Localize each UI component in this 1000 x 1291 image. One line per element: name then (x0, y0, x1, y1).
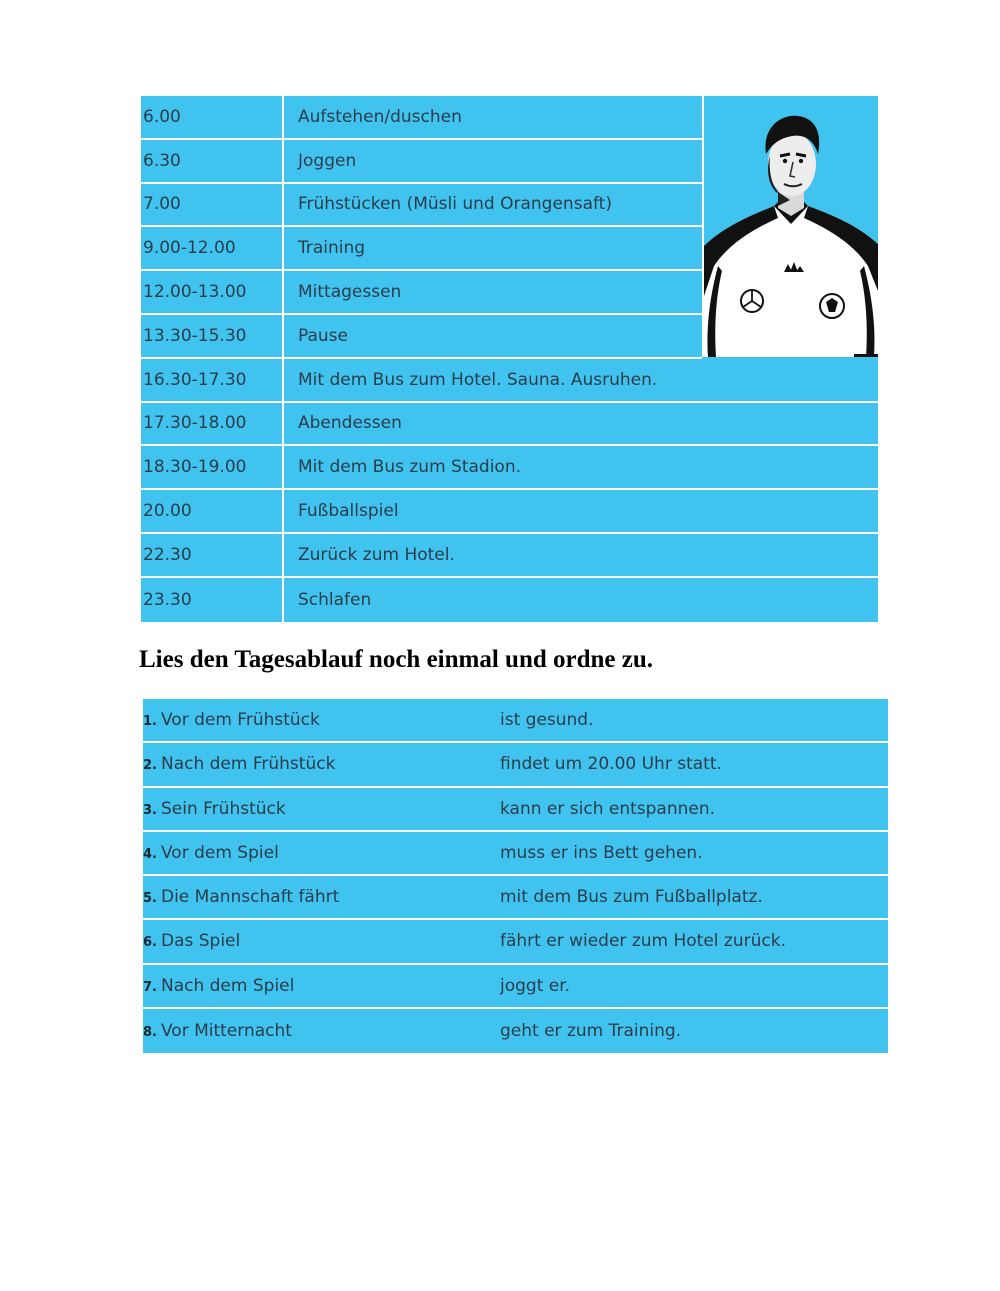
matching-right-text: findet um 20.00 Uhr statt. (500, 754, 722, 775)
matching-right-text: joggt er. (500, 975, 571, 996)
matching-row (143, 920, 888, 964)
matching-table (143, 699, 888, 1053)
matching-left-cell (143, 743, 335, 785)
schedule-row (141, 96, 702, 140)
matching-number: 7. (143, 979, 157, 995)
schedule-time: 12.00-13.00 (141, 271, 284, 313)
schedule-time: 20.00 (141, 490, 284, 532)
schedule-activity: Schlafen (298, 589, 372, 610)
matching-row (143, 699, 888, 743)
matching-right-text: kann er sich entspannen. (500, 798, 716, 819)
matching-left-cell (143, 1009, 292, 1053)
matching-left-cell (143, 788, 286, 830)
schedule-time: 17.30-18.00 (141, 403, 284, 445)
matching-row (143, 788, 888, 832)
matching-number: 1. (143, 714, 157, 730)
player-portrait-image (702, 96, 878, 357)
matching-left-text: Nach dem Spiel (160, 975, 295, 996)
schedule-row (141, 578, 878, 622)
schedule-row (141, 534, 878, 578)
matching-left-cell (143, 832, 279, 874)
exercise-heading: Lies den Tagesablauf noch einmal und ordne zu. (139, 646, 654, 673)
matching-left-cell (143, 876, 339, 918)
matching-left-text: Vor Mitternacht (160, 1020, 292, 1041)
matching-number: 5. (143, 891, 157, 907)
schedule-time: 13.30-15.30 (141, 315, 284, 357)
schedule-time: 22.30 (141, 534, 284, 576)
matching-row (143, 876, 888, 920)
schedule-row (141, 403, 878, 447)
schedule-time: 16.30-17.30 (141, 359, 284, 401)
schedule-time: 7.00 (141, 184, 284, 226)
matching-left-text: Vor dem Spiel (160, 842, 279, 863)
matching-left-cell (143, 699, 320, 741)
matching-number: 3. (143, 802, 157, 818)
matching-left-cell (143, 965, 294, 1007)
matching-number: 2. (143, 758, 157, 774)
schedule-time: 18.30-19.00 (141, 446, 284, 488)
schedule-row (141, 140, 702, 184)
schedule-row (141, 446, 878, 490)
matching-right-text: mit dem Bus zum Fußballplatz. (500, 887, 763, 908)
schedule-activity: Aufstehen/duschen (298, 106, 462, 127)
schedule-row (141, 271, 702, 315)
schedule-activity: Pause (298, 325, 348, 346)
matching-right-text: geht er zum Training. (500, 1020, 682, 1041)
schedule-row (141, 227, 702, 271)
schedule-activity: Abendessen (298, 413, 402, 434)
schedule-time: 6.30 (141, 140, 284, 182)
daily-schedule-table (141, 96, 878, 622)
matching-number: 6. (143, 935, 157, 951)
schedule-row (141, 490, 878, 534)
matching-left-cell (143, 920, 240, 962)
matching-row (143, 965, 888, 1009)
schedule-activity: Mit dem Bus zum Stadion. (298, 457, 522, 478)
schedule-row (141, 359, 878, 403)
matching-left-text: Nach dem Frühstück (160, 754, 336, 775)
matching-left-text: Die Mannschaft fährt (160, 887, 340, 908)
schedule-activity: Frühstücken (Müsli und Orangensaft) (298, 194, 612, 215)
matching-left-text: Sein Frühstück (160, 798, 286, 819)
schedule-activity: Mit dem Bus zum Hotel. Sauna. Ausruhen. (298, 369, 658, 390)
schedule-activity: Zurück zum Hotel. (298, 544, 455, 565)
matching-right-text: ist gesund. (500, 710, 594, 731)
matching-row (143, 743, 888, 787)
matching-right-text: muss er ins Bett gehen. (500, 842, 703, 863)
schedule-time: 6.00 (141, 96, 284, 138)
matching-right-text: fährt er wieder zum Hotel zurück. (500, 931, 786, 952)
schedule-time: 9.00-12.00 (141, 227, 284, 269)
schedule-activity: Joggen (298, 150, 357, 171)
matching-row (143, 1009, 888, 1053)
matching-number: 4. (143, 846, 157, 862)
schedule-activity: Mittagessen (298, 282, 402, 303)
schedule-activity: Training (298, 238, 366, 259)
schedule-time: 23.30 (141, 578, 284, 622)
matching-left-text: Das Spiel (160, 931, 241, 952)
matching-left-text: Vor dem Frühstück (160, 710, 320, 731)
schedule-row (141, 184, 702, 228)
matching-row (143, 832, 888, 876)
schedule-activity: Fußballspiel (298, 501, 399, 522)
matching-number: 8. (143, 1024, 157, 1040)
schedule-row (141, 315, 702, 359)
